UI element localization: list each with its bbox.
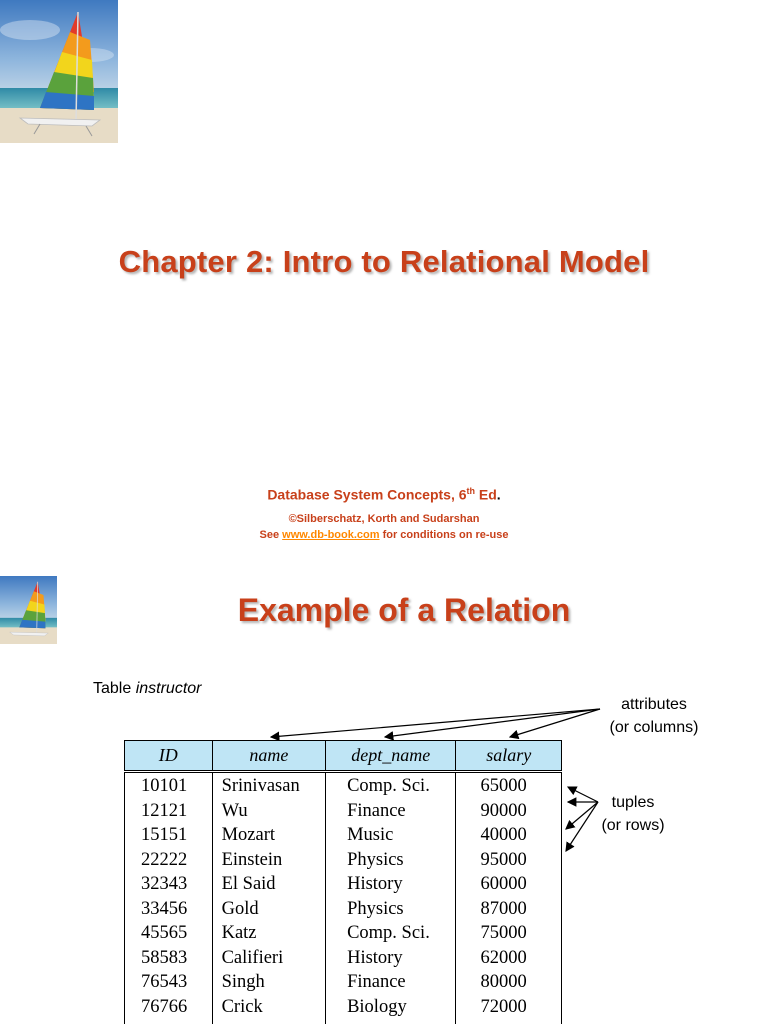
arrow-to-dept — [385, 709, 600, 737]
cell-salary: 87000 — [480, 898, 527, 919]
column-name — [213, 773, 326, 1024]
db-book-link[interactable]: www.db-book.com — [282, 529, 380, 541]
cell-salary: 90000 — [480, 800, 527, 821]
cell-dept-name: History — [347, 947, 403, 968]
edition-superscript: th — [466, 486, 476, 496]
header-id: ID — [125, 741, 213, 770]
cell-name: El Said — [221, 874, 276, 894]
reuse-line — [0, 529, 768, 541]
cell-salary: 60000 — [480, 874, 527, 894]
attributes-annotation — [594, 693, 714, 739]
cell-name: Wu — [221, 800, 248, 821]
column-id — [125, 773, 213, 1024]
cell-dept-name: Finance — [347, 972, 406, 992]
table-caption — [93, 680, 202, 698]
cell-dept-name: Finance — [347, 800, 406, 821]
column-salary — [456, 773, 561, 1024]
cell-name: Gold — [221, 898, 259, 919]
cell-id: 12121 — [141, 800, 188, 821]
cell-name: Mozart — [221, 825, 276, 845]
book-period: . — [496, 486, 501, 503]
cell-dept-name: Comp. Sci. — [347, 923, 430, 943]
arrow-to-name — [271, 709, 600, 737]
cell-id: 45565 — [141, 923, 188, 943]
copyright-line: ©Silberschatz, Korth and Sudarshan — [288, 513, 480, 525]
cell-name: Singh — [221, 972, 265, 992]
cell-name: Califieri — [221, 947, 284, 968]
slide-title: Example of a Relation — [237, 592, 571, 628]
cell-name: Srinivasan — [221, 776, 300, 796]
relation-name: instructor — [135, 680, 202, 697]
tuples-annotation — [590, 791, 676, 837]
sailboat-logo — [0, 0, 118, 143]
relation-slide — [0, 566, 768, 1024]
book-name: Database System Concepts, 6 — [267, 486, 467, 503]
cell-id: 76543 — [141, 972, 188, 992]
reuse-suffix: for conditions on re-use — [379, 529, 509, 541]
reuse-prefix: See — [259, 529, 283, 541]
table-header — [124, 740, 562, 771]
caption-prefix: Table — [93, 680, 136, 697]
cell-dept-name: Physics — [347, 849, 404, 870]
cell-name: Katz — [221, 923, 257, 943]
header-salary: salary — [456, 741, 561, 770]
cell-salary: 72000 — [480, 996, 527, 1017]
table-body — [124, 772, 562, 1024]
cell-name: Einstein — [221, 849, 283, 870]
header-name: name — [213, 741, 326, 770]
cell-id: 32343 — [141, 874, 188, 894]
column-dept-name — [326, 773, 456, 1024]
cell-id: 10101 — [141, 776, 188, 796]
chapter-title: Chapter 2: Intro to Relational Model — [118, 244, 650, 279]
tuples-label: tuples — [611, 794, 655, 811]
sailboat-image — [0, 0, 118, 143]
cell-id: 76766 — [141, 996, 188, 1017]
cell-salary: 80000 — [480, 972, 527, 992]
cell-dept-name: Comp. Sci. — [347, 776, 430, 796]
cell-dept-name: Biology — [347, 996, 407, 1017]
cell-salary: 95000 — [480, 849, 527, 870]
cell-name: Crick — [221, 996, 263, 1017]
cell-salary: 62000 — [480, 947, 527, 968]
attributes-sublabel: (or columns) — [609, 719, 699, 736]
edition-suffix: Ed — [475, 486, 497, 503]
header-dept-name: dept_name — [326, 741, 456, 770]
attributes-label: attributes — [621, 696, 687, 713]
cell-salary: 65000 — [480, 776, 527, 796]
cell-id: 15151 — [141, 825, 188, 845]
cell-dept-name: Physics — [347, 898, 404, 919]
arrow-to-salary — [510, 709, 600, 737]
cell-id: 58583 — [141, 947, 188, 968]
cell-id: 22222 — [141, 849, 188, 870]
cell-dept-name: Music — [347, 825, 394, 845]
cell-salary: 40000 — [480, 825, 527, 845]
book-title — [0, 486, 768, 503]
cell-salary: 75000 — [480, 923, 527, 943]
cell-dept-name: History — [347, 874, 403, 894]
tuples-sublabel: (or rows) — [601, 817, 665, 834]
cell-id: 33456 — [141, 898, 188, 919]
